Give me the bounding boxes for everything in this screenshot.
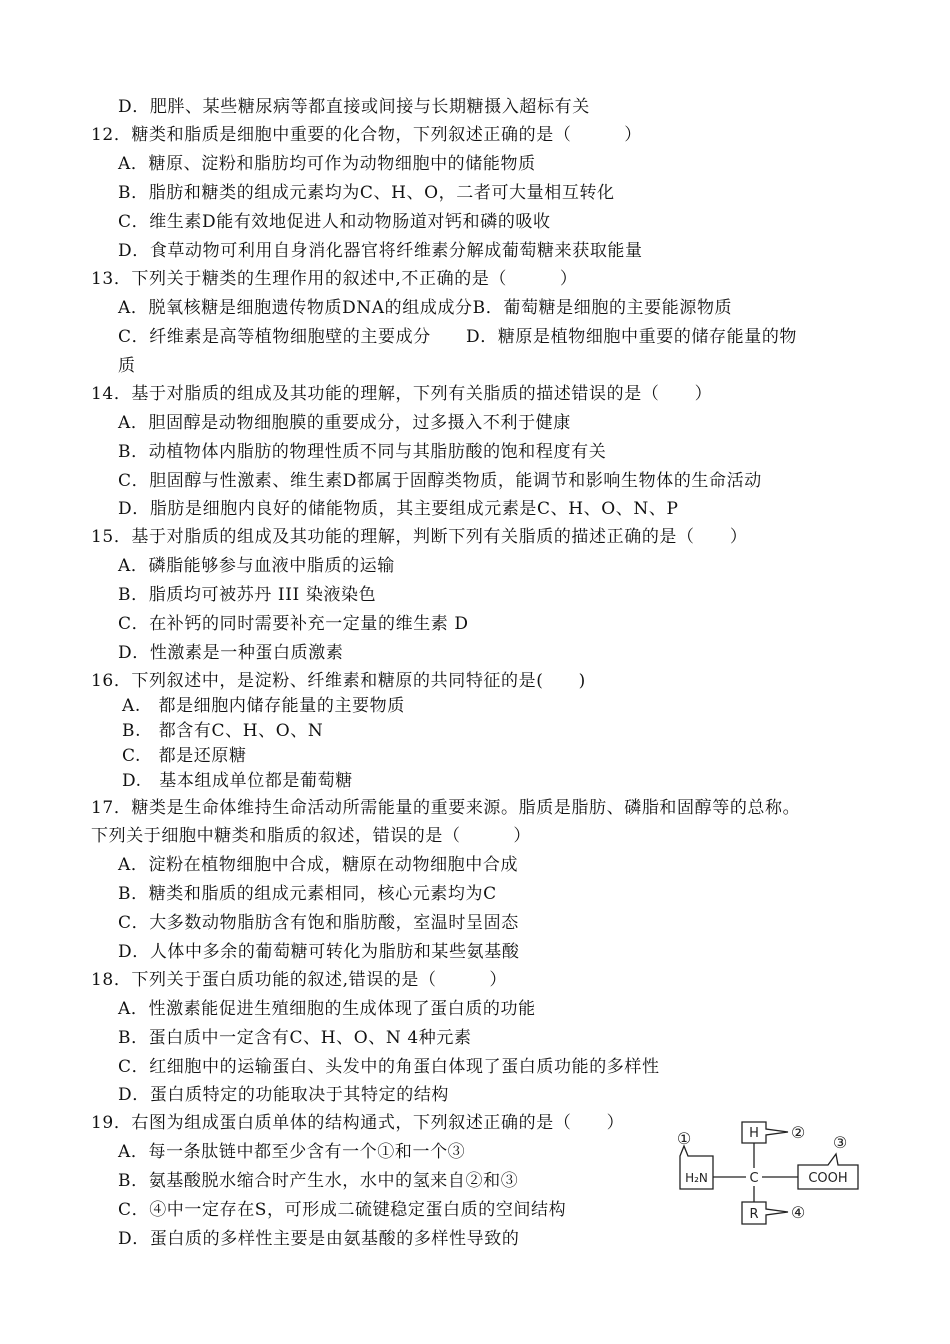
q19-option-c: C．④中一定存在S，可形成二硫键稳定蛋白质的空间结构 [118, 1200, 567, 1220]
q13-stem: 13．下列关于糖类的生理作用的叙述中,不正确的是（ ） [91, 269, 578, 289]
q19-option-d: D．蛋白质的多样性主要是由氨基酸的多样性导致的 [118, 1229, 520, 1249]
q16-option-a: A. 都是细胞内储存能量的主要物质 [122, 696, 405, 716]
amino-acid-structure-diagram [668, 1112, 868, 1232]
carbon-label: C [749, 1171, 759, 1186]
q18-option-b: B．蛋白质中一定含有C、H、O、N 4种元素 [118, 1028, 472, 1048]
carboxyl-label: COOH [808, 1171, 848, 1186]
q16-stem: 16．下列叙述中，是淀粉、纤维素和糖原的共同特征的是( ) [91, 671, 586, 691]
q15-stem: 15．基于对脂质的组成及其功能的理解，判断下列有关脂质的描述正确的是（ ） [91, 527, 748, 547]
q17-option-b: B．糖类和脂质的组成元素相同，核心元素均为C [118, 884, 497, 904]
marker-1: ① [676, 1129, 692, 1148]
q15-option-b: B．脂质均可被苏丹 III 染液染色 [118, 585, 377, 605]
q18-option-d: D．蛋白质特定的功能取决于其特定的结构 [118, 1085, 450, 1105]
q17-stem: 17．糖类是生命体维持生命活动所需能量的重要来源。脂质是脂肪、磷脂和固醇等的总称。 [91, 798, 801, 818]
q12-option-d: D．食草动物可利用自身消化器官将纤维素分解成葡萄糖来获取能量 [118, 241, 643, 261]
q11-option-d: D．肥胖、某些糖尿病等都直接或间接与长期糖摄入超标有关 [118, 97, 590, 117]
q18-stem: 18．下列关于蛋白质功能的叙述,错误的是（ ） [91, 970, 508, 990]
q17-stem-cont: 下列关于细胞中糖类和脂质的叙述，错误的是（ ） [91, 826, 531, 846]
q12-option-b: B．脂肪和糖类的组成元素均为C、H、O，二者可大量相互转化 [118, 183, 615, 203]
q15-option-d: D．性激素是一种蛋白质激素 [118, 643, 344, 663]
q16-option-b: B. 都含有C、H、O、N [122, 721, 324, 741]
q16-option-c: C. 都是还原糖 [122, 746, 247, 766]
q14-option-b: B．动植物体内脂肪的物理性质不同与其脂肪酸的饱和程度有关 [118, 442, 607, 462]
q12-option-a: A．糖原、淀粉和脂肪均可作为动物细胞中的储能物质 [118, 154, 536, 174]
q12-option-c: C．维生素D能有效地促进人和动物肠道对钙和磷的吸收 [118, 212, 551, 232]
marker-4: ④ [790, 1203, 806, 1222]
q19-stem: 19．右图为组成蛋白质单体的结构通式，下列叙述正确的是（ ） [91, 1113, 625, 1133]
q14-option-d: D．脂肪是细胞内良好的储能物质，其主要组成元素是C、H、O、N、P [118, 499, 679, 519]
q17-option-a: A．淀粉在植物细胞中合成，糖原在动物细胞中合成 [118, 855, 519, 875]
q13-option-d-cont: 质 [118, 356, 136, 376]
q17-option-c: C．大多数动物脂肪含有饱和脂肪酸，室温时呈固态 [118, 913, 519, 933]
q14-option-a: A．胆固醇是动物细胞膜的重要成分，过多摄入不利于健康 [118, 413, 571, 433]
amino-label: H₂N [685, 1171, 708, 1185]
q15-option-a: A．磷脂能够参与血液中脂质的运输 [118, 556, 395, 576]
q14-option-c: C．胆固醇与性激素、维生素D都属于固醇类物质，能调节和影响生物体的生命活动 [118, 471, 762, 491]
marker-2: ② [790, 1123, 806, 1142]
q19-option-a: A．每一条肽链中都至少含有一个①和一个③ [118, 1142, 466, 1162]
q12-stem: 12．糖类和脂质是细胞中重要的化合物，下列叙述正确的是（ ） [91, 125, 642, 145]
q17-option-d: D．人体中多余的葡萄糖可转化为脂肪和某些氨基酸 [118, 942, 520, 962]
q16-option-d: D. 基本组成单位都是葡萄糖 [122, 771, 353, 791]
q19-option-b: B．氨基酸脱水缩合时产生水，水中的氢来自②和③ [118, 1171, 519, 1191]
q18-option-c: C．红细胞中的运输蛋白、头发中的角蛋白体现了蛋白质功能的多样性 [118, 1057, 660, 1077]
r-label: R [749, 1207, 759, 1222]
marker-3: ③ [832, 1133, 848, 1152]
q13-options-ab: A．脱氧核糖是细胞遗传物质DNA的组成成分B．葡萄糖是细胞的主要能源物质 [118, 298, 733, 318]
q15-option-c: C．在补钙的同时需要补充一定量的维生素 D [118, 614, 469, 634]
q14-stem: 14．基于对脂质的组成及其功能的理解，下列有关脂质的描述错误的是（ ） [91, 384, 713, 404]
q13-options-cd: C．纤维素是高等植物细胞壁的主要成分 D．糖原是植物细胞中重要的储存能量的物 [118, 327, 798, 347]
q18-option-a: A．性激素能促进生殖细胞的生成体现了蛋白质的功能 [118, 999, 536, 1019]
h-label: H [749, 1126, 759, 1141]
